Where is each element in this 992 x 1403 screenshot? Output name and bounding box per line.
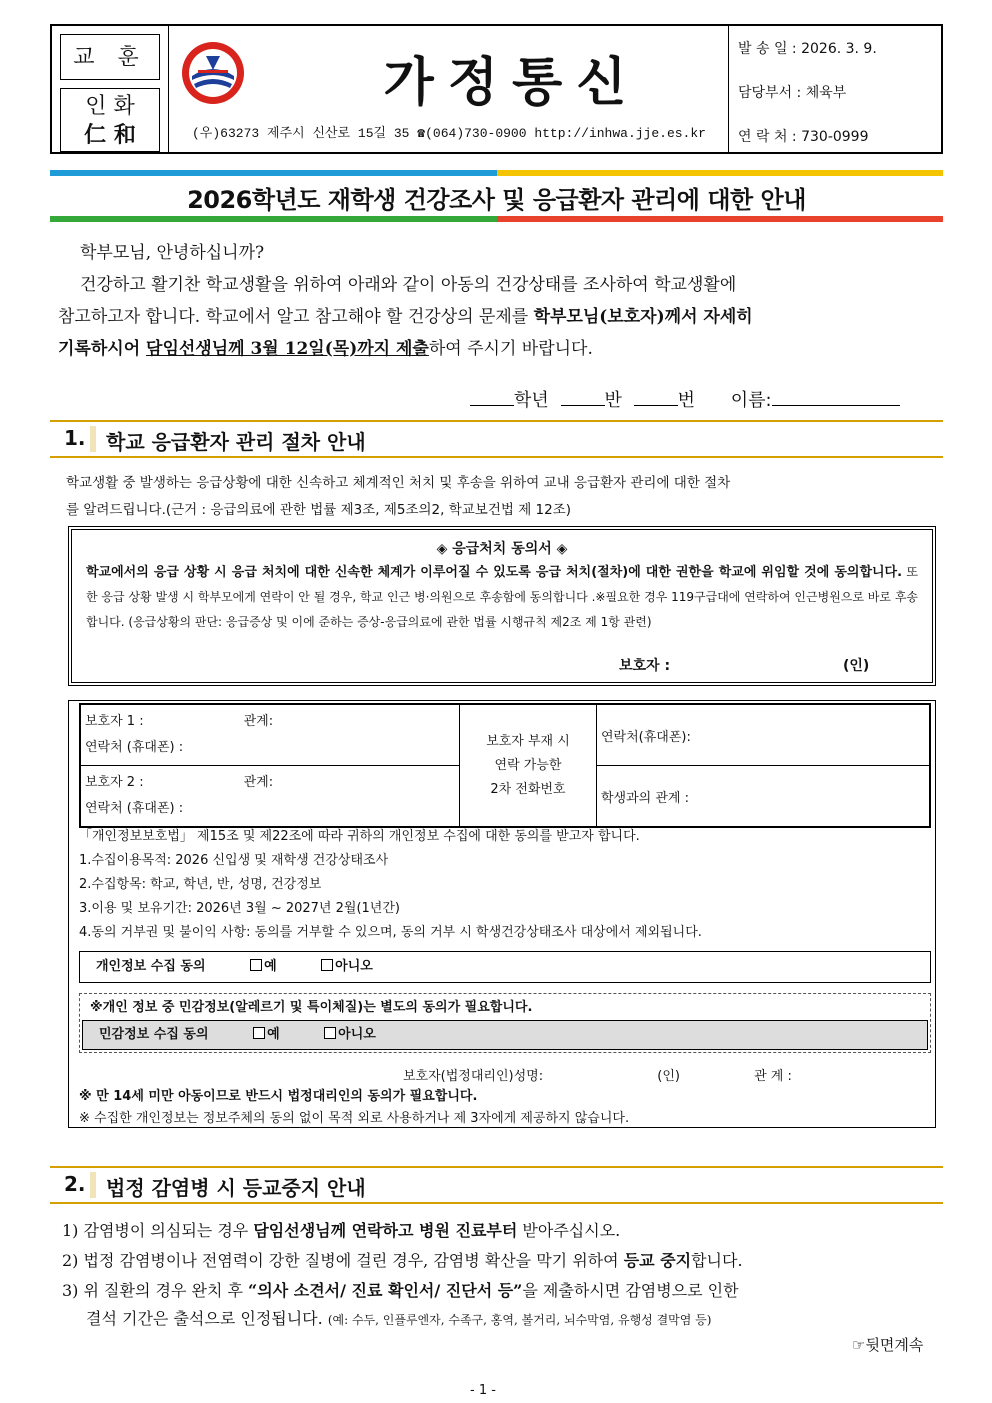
consent-title: ◈ 응급처치 동의서 ◈ (436, 541, 568, 557)
section-title: 학교 응급환자 관리 절차 안내 (106, 430, 366, 454)
motto-label: 교 훈 (60, 34, 160, 80)
intro-line-3: 기록하시어 담임선생님께 3월 12일(목)까지 제출하여 주시기 바랍니다. (58, 339, 593, 359)
sensitive-note: ※개인 정보 중 민감정보(알레르기 및 특이체질)는 별도의 동의가 필요합니다. (90, 1000, 533, 1015)
section-number: 1. (64, 426, 86, 450)
sensitive-consent-yes[interactable]: 예 (253, 1027, 280, 1042)
contact-row (738, 126, 869, 146)
infection-item-3-cont: 결석 기간은 출석으로 인정됩니다. (예: 수두, 인플루엔자, 수족구, 홍역, 볼거리, 뇌수막염, 유행성 결막염 등) (86, 1309, 712, 1328)
motto-value (60, 88, 160, 152)
sensitive-consent-box (79, 993, 931, 1053)
notice-title: 2026학년도 재학생 건강조사 및 응급환자 관리에 대한 안내 (187, 186, 806, 214)
intro-line-1: 건강하고 활기찬 학교생활을 위하여 아래와 같이 아동의 건강상태를 조사하여 학교생활에 (80, 275, 737, 295)
checkbox-icon[interactable] (321, 959, 333, 971)
banner-stripe-bottom (50, 216, 943, 222)
number-label: 번 (677, 390, 696, 411)
name-field[interactable] (772, 405, 900, 406)
contact-table (79, 703, 931, 828)
guardian-sign-label: 보호자 : (619, 658, 671, 674)
section-1-desc-1: 학교생활 중 발생하는 응급상황에 대한 신속하고 체계적인 처치 및 후송을 위하여 교내 응급환자 관리에 대한 절차 (66, 475, 731, 491)
header-divider (168, 26, 169, 152)
deadline: 담임선생님께 3월 12일(목)까지 제출 (146, 339, 429, 359)
privacy-consent-row: 개인정보 수집 동의 예 아니오 (79, 951, 931, 983)
legal-rep-sign-row: 보호자(법정대리인)성명: (인) 관 계 : (403, 1069, 792, 1084)
guardian-seal: (인) (843, 658, 870, 674)
motto-value-hanja: 仁 和 (84, 122, 136, 148)
section-1-desc-2: 를 알려드립니다.(근거 : 응급의료에 관한 법률 제3조, 제5조의2, 학교보건법 제 12조) (66, 502, 572, 518)
guardian-1-cell[interactable]: 보호자 1 : 관계: 연락처 (휴대폰) : (80, 704, 460, 766)
privacy-terms: 「개인정보보호법」 제15조 및 제22조에 따라 귀하의 개인정보 수집에 대한 동의를 받고자 합니다. 1.수집이용목적: 2026 신입생 및 재학생 건강상태조사 2.수집항목: 학교, 학년, 반, 성명, 건강정보 3.이용 및 보유기간: 2026년 3월 ~ 2027년 2월(1년간) 4.동의 거부권 및 불이익 사항: 동의를 거부할 수 있으며, 동의 거부 시 학생건강상태조사 대상에서 제외됩니다. (79, 829, 702, 940)
school-address: (우)63273 제주시 신산로 15길 35 ☎(064)730-0900 http://inhwa.jje.es.kr (192, 126, 706, 141)
student-relation-cell[interactable]: 학생과의 관계 : (597, 766, 931, 828)
student-id-line (470, 386, 900, 412)
section-title: 법정 감염병 시 등교중지 안내 (106, 1176, 366, 1200)
under-14-note: ※ 만 14세 미만 아동이므로 반드시 법정대리인의 동의가 필요합니다. (79, 1089, 478, 1104)
header-divider (728, 26, 729, 152)
privacy-consent-yes[interactable]: 예 (250, 959, 277, 974)
letterhead (50, 24, 943, 154)
secondary-phone-cell[interactable]: 연락처(휴대폰): (597, 704, 931, 766)
guardian-2-cell[interactable]: 보호자 2 : 관계: 연락처 (휴대폰) : (80, 766, 460, 828)
greeting: 학부모님, 안녕하십니까? (80, 243, 265, 263)
infection-item-3: 3) 위 질환의 경우 완치 후 “의사 소견서/ 진료 확인서/ 진단서 등”을 제출하시면 감염병으로 인한 (62, 1281, 739, 1300)
name-label: 이름: (730, 390, 772, 411)
privacy-consent-no[interactable]: 아니오 (321, 959, 373, 974)
contact-label: 연 락 처 : (738, 129, 797, 145)
page-number: - 1 - (470, 1383, 496, 1398)
class-label: 반 (604, 390, 622, 411)
newsletter-title: 가정통신 (383, 53, 641, 113)
emphasis-guardian: 학부모님(보호자)께서 자세히 (533, 307, 753, 327)
absent-contact-label: 보호자 부재 시 연락 가능한 2차 전화번호 (460, 704, 597, 827)
infection-item-2: 2) 법정 감염병이나 전염력이 강한 질병에 걸린 경우, 감염병 확산을 막기 위하여 등교 중지합니다. (62, 1251, 743, 1270)
sensitive-consent-no[interactable]: 아니오 (324, 1027, 376, 1042)
consent-box-outer (68, 526, 936, 686)
issue-date: 2026. 3. 9. (801, 41, 877, 57)
checkbox-icon[interactable] (253, 1027, 265, 1039)
dept: 체육부 (805, 85, 847, 101)
motto-block (60, 34, 160, 148)
grade-label: 학년 (514, 390, 549, 411)
intro-line-2: 참고하고자 합니다. 학교에서 알고 참고해야 할 건강상의 문제를 학부모님(보호자)께서 자세히 (58, 307, 753, 327)
consent-text: 학교에서의 응급 상황 시 응급 처치에 대한 신속한 체계가 이루어질 수 있도록 응급 처치(절차)에 대한 권한을 학교에 위임할 것에 동의합니다. 또한 응급 상황 발생 시 학부모에게 연락이 안 될 경우, 학교 인근 병·의원으로 후송함에 동의합니다 .※필요한 경우 119구급대에 연락하여 인근병원으로 바로 후송합니다. (응급상황의 판단: 응급증상 및 이에 준하는 증상-응급의료에 관한 법률 시행규칙 제2조 제 1항 관련) (86, 565, 918, 629)
consent-box (71, 529, 933, 683)
checkbox-icon[interactable] (250, 959, 262, 971)
infection-item-1: 1) 감염병이 의심되는 경우 담임선생님께 연락하고 병원 진료부터 받아주십시오. (62, 1221, 621, 1240)
school-logo-icon (180, 40, 246, 106)
checkbox-icon[interactable] (324, 1027, 336, 1039)
dept-label: 담당부서 : (738, 85, 802, 101)
privacy-use-note: ※ 수집한 개인정보는 정보주체의 동의 없이 목적 외로 사용하거나 제 3자에게 제공하지 않습니다. (79, 1111, 630, 1126)
continued-on-back: ☞뒷면계속 (852, 1336, 924, 1354)
banner-stripe-top (50, 170, 943, 176)
issue-date-row (738, 38, 877, 58)
section-number: 2. (64, 1172, 86, 1196)
sensitive-consent-row: 민감정보 수집 동의 예 아니오 (82, 1020, 928, 1050)
contact: 730-0999 (801, 129, 869, 145)
section-1-header (50, 420, 943, 458)
dept-row (738, 82, 846, 102)
section-2-header (50, 1166, 943, 1204)
privacy-box (68, 700, 936, 1128)
issue-date-label: 발 송 일 : (738, 41, 797, 57)
motto-value-korean: 인 화 (85, 94, 135, 119)
